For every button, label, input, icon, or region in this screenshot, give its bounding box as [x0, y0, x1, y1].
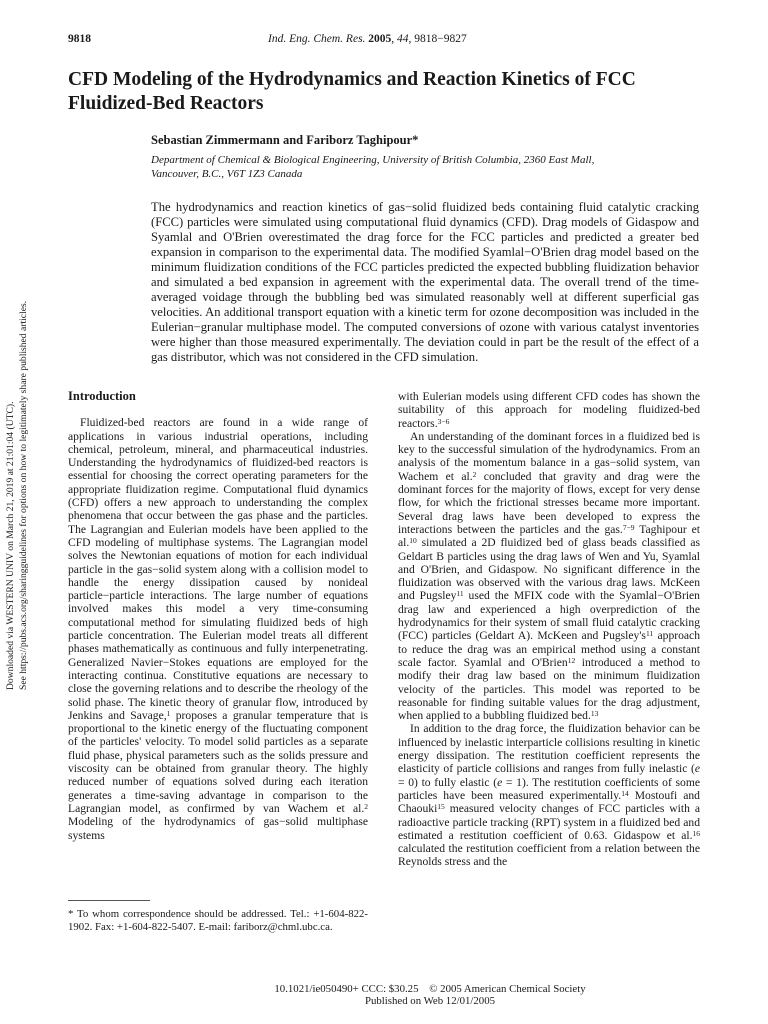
text-run: Modeling of the hydrodynamics of gas−solid multiphase systems: [68, 815, 368, 842]
text-run: with Eulerian models using different CFD codes has shown the suitability of this approach for modeling fluidized-bed reactors.: [398, 390, 700, 430]
citation: 1: [166, 708, 171, 718]
intro-paragraph-continued: [398, 390, 700, 430]
text-run: An understanding of the dominant forces in a fluidized bed is key to the successful simulation of the hydrodynamics. From an analysis of the momentum balance in a gas−solid system, van Wachem et al.: [398, 429, 700, 483]
doi-price: 10.1021/ie050490+ CCC: $30.25: [274, 983, 419, 995]
footnote-divider: [68, 900, 150, 901]
intro-paragraph-1: [68, 416, 368, 842]
journal-year: 2005: [368, 33, 392, 45]
math-variable: e: [497, 775, 503, 789]
citation: 11: [456, 589, 464, 599]
citation: 15: [437, 802, 445, 812]
column-right: [398, 390, 700, 869]
text-run: approach to reduce the drag was an empirical method using a constant scale factor. Syamlal and O'Brien: [398, 629, 700, 669]
journal-volume: 44: [397, 33, 409, 45]
paper-title: CFD Modeling of the Hydrodynamics and Reaction Kinetics of FCC Fluidized-Bed Reactors: [68, 69, 636, 114]
text-run: used the MFIX code with the Syamlal−O'Brien drag law and experienced a high overprediction of the hydrodynamics for their system of small fluid catalytic cracking (FCC) particles (Geldart A). McKeen and Pugsley's: [398, 589, 700, 643]
author-list: Sebastian Zimmermann and Fariborz Taghipour*: [151, 133, 419, 147]
column-left: [68, 390, 368, 842]
download-notice-line-2: See https://pubs.acs.org/sharingguidelines for options on how to legitimately share published articles.: [18, 300, 29, 690]
text-run: Mostoufi and Chaouki: [398, 788, 700, 816]
download-notice: [4, 190, 30, 690]
text-run: introduced a method to modify their drag law based on the minimum fluidization velocity of the particles. This model was reported to be reasonable for finding suitable values for the drag adjustment, when applied to a bubbling fluidized bed.: [398, 655, 700, 723]
affiliation: [151, 153, 671, 181]
journal-pages: 9818−9827: [414, 33, 467, 45]
text-run: measured velocity changes of FCC particles with a radioactive particle tracking (RPT) system in a fluidized bed and estimated a restitution coefficient of 0.63. Gidaspow et al.: [398, 802, 700, 842]
text-run: calculated the restitution coefficient from a relation between the Reynolds stress and the: [398, 842, 700, 869]
text-run: In addition to the drag force, the fluidization behavior can be influenced by inelastic interparticle collisions resulting in kinetic energy dissipation. The restitution coefficient represents the elasticity of particle collisions and ranges from fully inelastic (: [398, 722, 700, 776]
publication-date: Published on Web 12/01/2005: [365, 995, 495, 1007]
citation: 14: [621, 788, 629, 798]
affiliation-line-1: Department of Chemical & Biological Engineering, University of British Columbia, 2360 East Mall,: [151, 154, 595, 166]
text-run: Taghipour et al.: [398, 522, 700, 550]
citation: 2: [472, 469, 477, 479]
affiliation-line-2: Vancouver, B.C., V6T 1Z3 Canada: [151, 168, 303, 180]
citation: 7−9: [622, 522, 635, 532]
intro-paragraph-2: [398, 430, 700, 723]
section-heading-introduction: Introduction: [68, 389, 136, 403]
citation: 13: [590, 709, 599, 719]
text-run: proposes a granular temperature that is proportional to the kinetic energy of the fluctuating component of the particles' velocity. To model solid particles as a separate fluid phase, physical parameters such as the solids pressure and viscosity can be obtained from granular theory. The highly reduced number of equations solved during each iteration generates a time-saving advantage in comparison to the Lagrangian model, as confirmed by van Wachem et al.: [68, 708, 368, 815]
journal-citation: Ind. Eng. Chem. Res. 2005, 44, 9818−9827: [268, 33, 467, 45]
citation: 2: [364, 801, 368, 811]
journal-name: Ind. Eng. Chem. Res.: [268, 33, 366, 45]
citation: 11: [645, 629, 654, 639]
citation: 3−6: [437, 416, 450, 426]
intro-paragraph-3: [398, 722, 700, 868]
text-run: simulated a 2D fluidized bed of glass beads classified as Geldart B particles using the drag laws of Wen and Yu, Syamlal and O'Brien, and Gidaspow. No significant difference in the fluidization was observed with the various drag laws. McKeen and Pugsley: [398, 536, 700, 603]
citation: 16: [692, 828, 700, 838]
text-run: concluded that gravity and drag were the dominant forces for the majority of flows, except for very dense flow, for which the frictional stresses became more important. Several drag laws have been developed to express the interactions between the particles and the gas.: [398, 469, 700, 536]
abstract: The hydrodynamics and reaction kinetics of gas−solid fluidized beds containing fluid catalytic cracking (FCC) particles were simulated using computational fluid dynamics (CFD). Drag models of Gidaspow and Syamlal and O'Brien overestimated the drag force for the FCC particles and predicted a greater bed expansion in comparison to the experimental data. The modified Syamlal−O'Brien drag model based on the minimum fluidization conditions of the FCC particles predicted the expected bubbling fluidization behavior and simulated a bed expansion in agreement with the experimental data. The overall trend of the time-averaged voidage through the bubbling bed was simulated reasonably well at different superficial gas velocities. An additional transport equation with a kinetic term for ozone decomposition was included in the Eulerian−granular multiphase model. The computed conversions of ozone with various catalyst inventories were higher than those measured experimentally. The deviation could in part be the result of the effect of a gas distributor, which was not considered in the CFD simulation.: [151, 200, 699, 364]
citation: 12: [567, 655, 576, 665]
citation: 10: [409, 536, 417, 546]
correspondence-footnote: * To whom correspondence should be addressed. Tel.: +1-604-822-1902. Fax: +1-604-822-5407. E-mail: fariborz@chml.ubc.ca.: [68, 908, 368, 934]
page-footer: [150, 983, 710, 1007]
page-number: 9818: [68, 33, 91, 45]
math-variable: e: [694, 762, 700, 776]
download-notice-line-1: Downloaded via WESTERN UNIV on March 21, 2019 at 21:01:04 (UTC).: [5, 401, 16, 690]
text-run: = 0) to fully elastic (: [398, 775, 498, 789]
text-run: = 1). The restitution coefficients of some particles have been measured experimentally.: [398, 775, 700, 802]
copyright: © 2005 American Chemical Society: [429, 983, 586, 995]
footer-line-1: [150, 983, 710, 995]
text-run: Fluidized-bed reactors are found in a wide range of applications in various industrial operations, including chemical, petroleum, mineral, and pharmaceutical industries. Understanding the hydrodynamics of fluidized-bed reactors is essential for choosing the correct operating parameters for the appropriate fluidization regime. Computational fluid dynamics (CFD) offers a new approach to understanding the complex phenomena that occur between the gas phase and the particles. The Lagrangian and Eulerian models have been applied to the CFD modeling of multiphase systems. The Lagrangian model solves the Newtonian equations of motion for each individual particle in the gas−solid system along with a collision model to handle the energy dissipation caused by nonideal particle−particle interactions. The large number of equations involved makes this model a very time-consuming computational method for simulating fluidized beds of high particle concentration. The Eulerian model treats all different phases mathematically as continuous and fully interpenetrating. Generalized Navier−Stokes equations are employed for the interacting continua. Constitutive equations are necessary to close the governing relations and to describe the rheology of the solid phase. The kinetic theory of granular flow, introduced by Jenkins and Savage,: [68, 416, 368, 722]
